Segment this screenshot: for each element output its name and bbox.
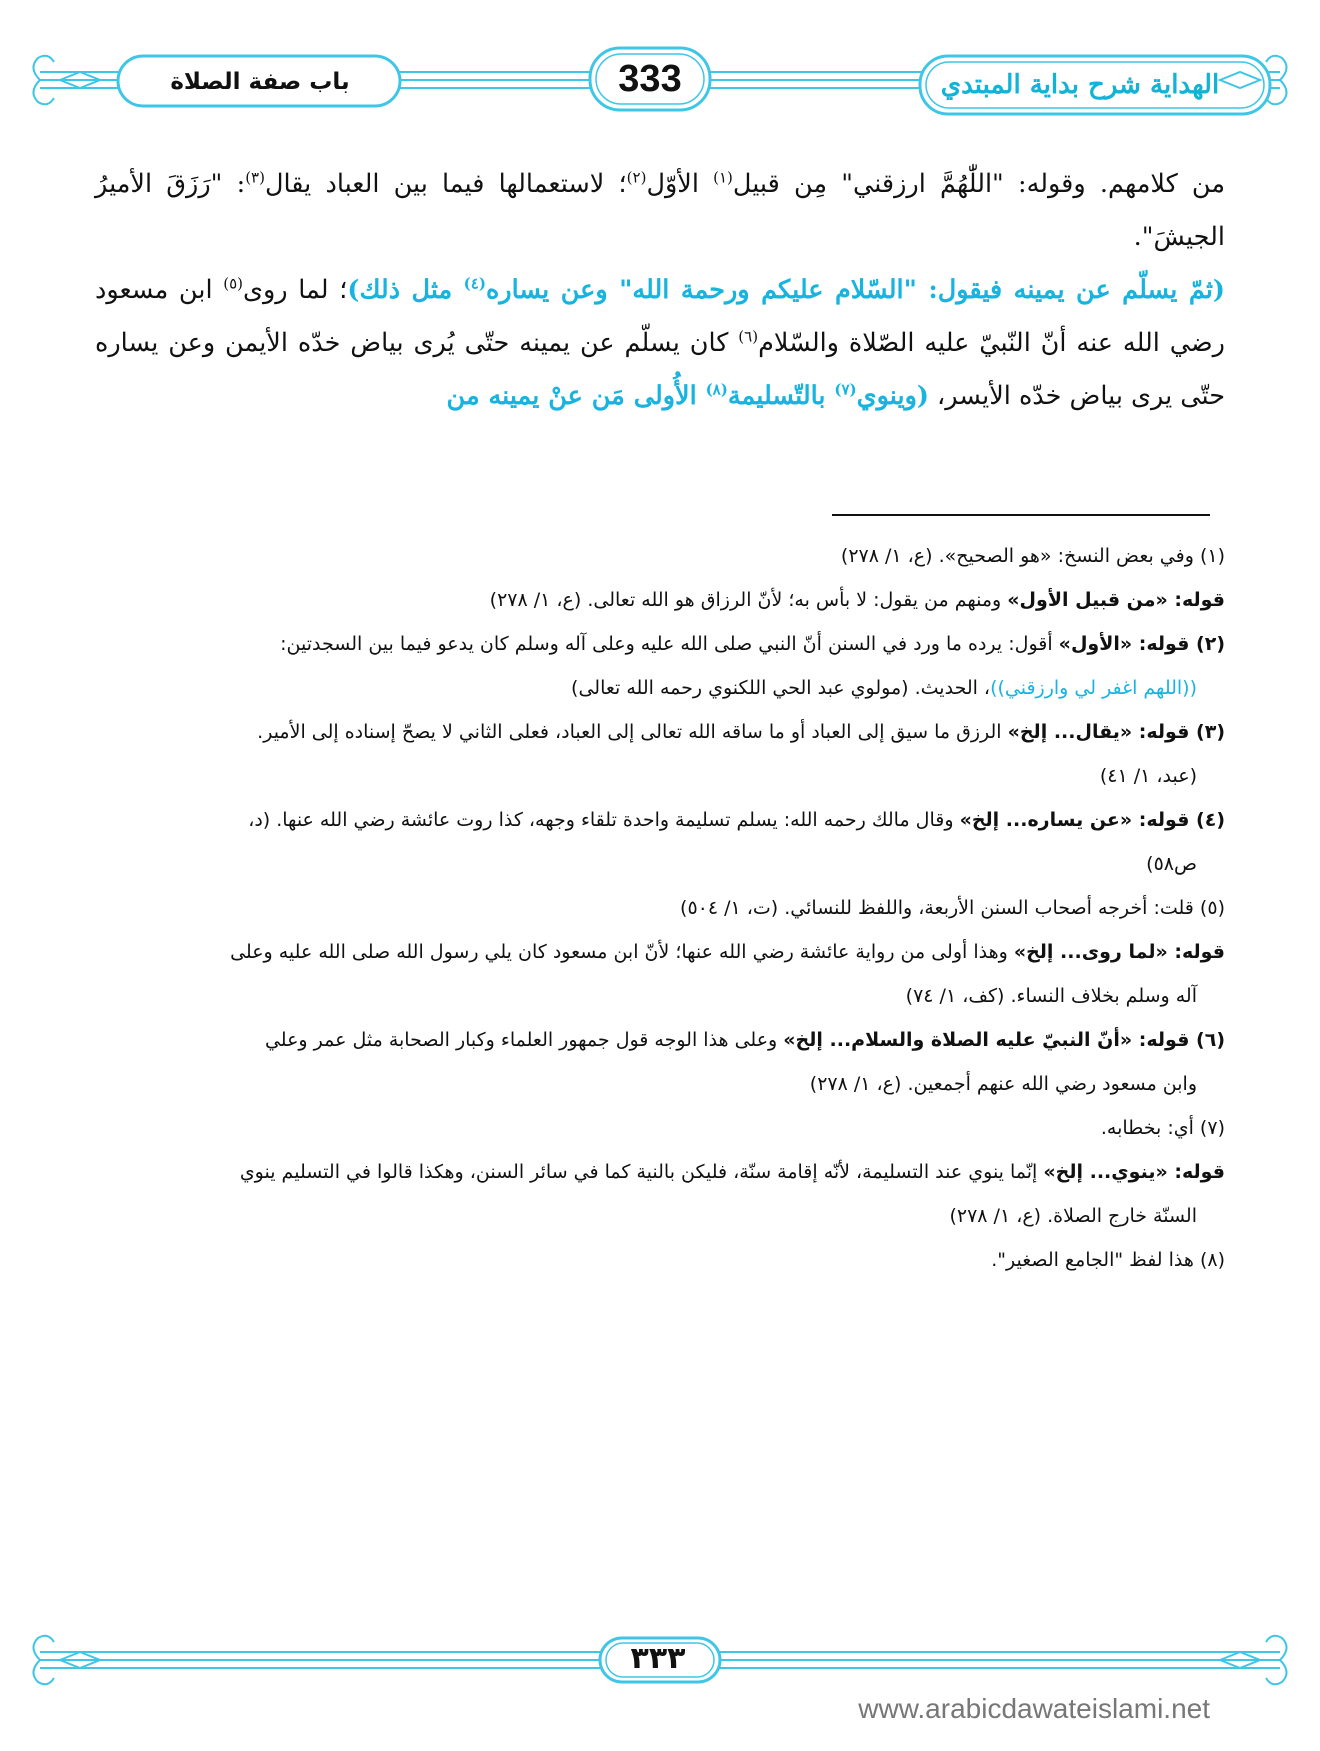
chapter-title: باب صفة الصلاة [170,69,350,95]
footnote-qawluh-2-cont: آله وسلم بخلاف النساء. (كف، ١/ ٧٤) [905,985,1197,1007]
footnote-ref-4[interactable]: (٤) [463,274,486,293]
footnote-1: (١) وفي بعض النسخ: «هو الصحيح». (ع، ١/ ٢٧٨) [840,545,1225,567]
footnote-qawluh-3: قوله: «ينوي... إلخ» إنّما ينوي عند التسليمة، لأنّه إقامة سنّة، فليكن بالنية كما في سائر السنن، وهكذا قالوا في التسليم ينوي [239,1161,1225,1183]
footnote-ref-8[interactable]: (٨) [705,380,728,399]
paragraph-1: من كلامهم. وقوله: "اللّٰهُمَّ ارزقني" مِن قبيل$^{(١)}$ الأوّل$^{(٢)}$؛ لاستعمالها فيما بين العباد يقال$^{(٣)}$: "رَزَقَ الأميرُ الجيشَ". [95,168,1225,252]
book-title: الهداية شرح بداية المبتدي [940,70,1220,100]
footnote-6: (٦) قوله: «أنّ النبيّ عليه الصلاة والسلام... إلخ» وعلى هذا الوجه قول جمهور العلماء وكبار الصحابة مثل عمر وعلي [264,1029,1225,1051]
paragraph-2: (ثمّ يسلّم عن يمينه فيقول: "السّلام عليكم ورحمة الله" وعن يساره$^{(٤)}$ مثل ذلك)؛ لما روى$^{(٥)}$ ابن مسعود رضي الله عنه أنّ النّبيّ عليه الصّلاة والسّلام$^{(٦)}$ كان يسلّم عن يمينه حتّى يُرى بياض خدّه الأيمن وعن يساره حتّى يرى بياض خدّه الأيسر، (وينوي$^{(٧)}$ بالتّسليمة$^{(٨)}$ الأُولى مَن عنْ يمينه من [95,274,1225,411]
page-number-bottom: ٣٣٣ [630,1640,686,1676]
footnote-qawluh-3-cont: السنّة خارج الصلاة. (ع، ١/ ٢٧٨) [949,1205,1197,1227]
footnote-3: (٣) قوله: «يقال... إلخ» الرزق ما سيق إلى العباد أو ما ساقه الله تعالى إلى العباد، فعلى الثاني لا يصحّ إسناده إلى الأمير. [257,721,1225,743]
matn-text: (ثمّ يسلّم عن يمينه فيقول: "السّلام عليكم ورحمة الله" وعن يساره [485,275,1225,305]
footnote-4-cont: ص٥٨) [1146,853,1197,875]
footnote-8: (٨) هذا لفظ "الجامع الصغير". [991,1249,1225,1271]
footnote-6-cont: وابن مسعود رضي الله عنهم أجمعين. (ع، ١/ ٢٧٨) [809,1073,1197,1095]
page-number-top: 333 [618,57,682,100]
footnote-4: (٤) قوله: «عن يساره... إلخ» وقال مالك رحمه الله: يسلم تسليمة واحدة تلقاء وجهه، كذا روت عائشة رضي الله عنها. (د، [248,809,1225,831]
footnote-ref-3[interactable]: (٣) [245,168,265,187]
footnote-3-cont: (عبد، ١/ ٤١) [1099,765,1197,787]
footnote-ref-6[interactable]: (٦) [738,327,759,346]
footnote-ref-5[interactable]: (٥) [223,274,243,293]
footnote-ref-1[interactable]: (١) [713,168,733,187]
footnote-7: (٧) أي: بخطابه. [1100,1117,1225,1139]
footnote-ref-2[interactable]: (٢) [626,168,647,187]
footnote-qawluh-2: قوله: «لما روى... إلخ» وهذا أولى من رواية عائشة رضي الله عنها؛ لأنّ ابن مسعود كان يلي رسول الله صلى الله عليه وعلى [230,941,1225,963]
website-url[interactable]: www.arabicdawateislami.net [858,1693,1210,1724]
main-text [95,158,1225,423]
footnote-5: (٥) قلت: أخرجه أصحاب السنن الأربعة، واللفظ للنسائي. (ت، ١/ ٥٠٤) [680,897,1225,919]
footnotes [95,534,1225,1282]
footnote-ref-7[interactable]: (٧) [834,380,857,399]
footnote-qawluh-1: قوله: «من قبيل الأول» ومنهم من يقول: لا بأس به؛ لأنّ الرزاق هو الله تعالى. (ع، ١/ ٢٧٨) [489,589,1225,611]
footnote-2-cont: ((اللهم اغفر لي وارزقني))، الحديث. (مولوي عبد الحي اللكنوي رحمه الله تعالى) [571,677,1197,699]
footnote-2: (٢) قوله: «الأول» أقول: يرده ما ورد في السنن أنّ النبي صلى الله عليه وعلى آله وسلم كان يدعو فيما بين السجدتين: [280,633,1225,655]
footnote-separator [832,514,1210,516]
